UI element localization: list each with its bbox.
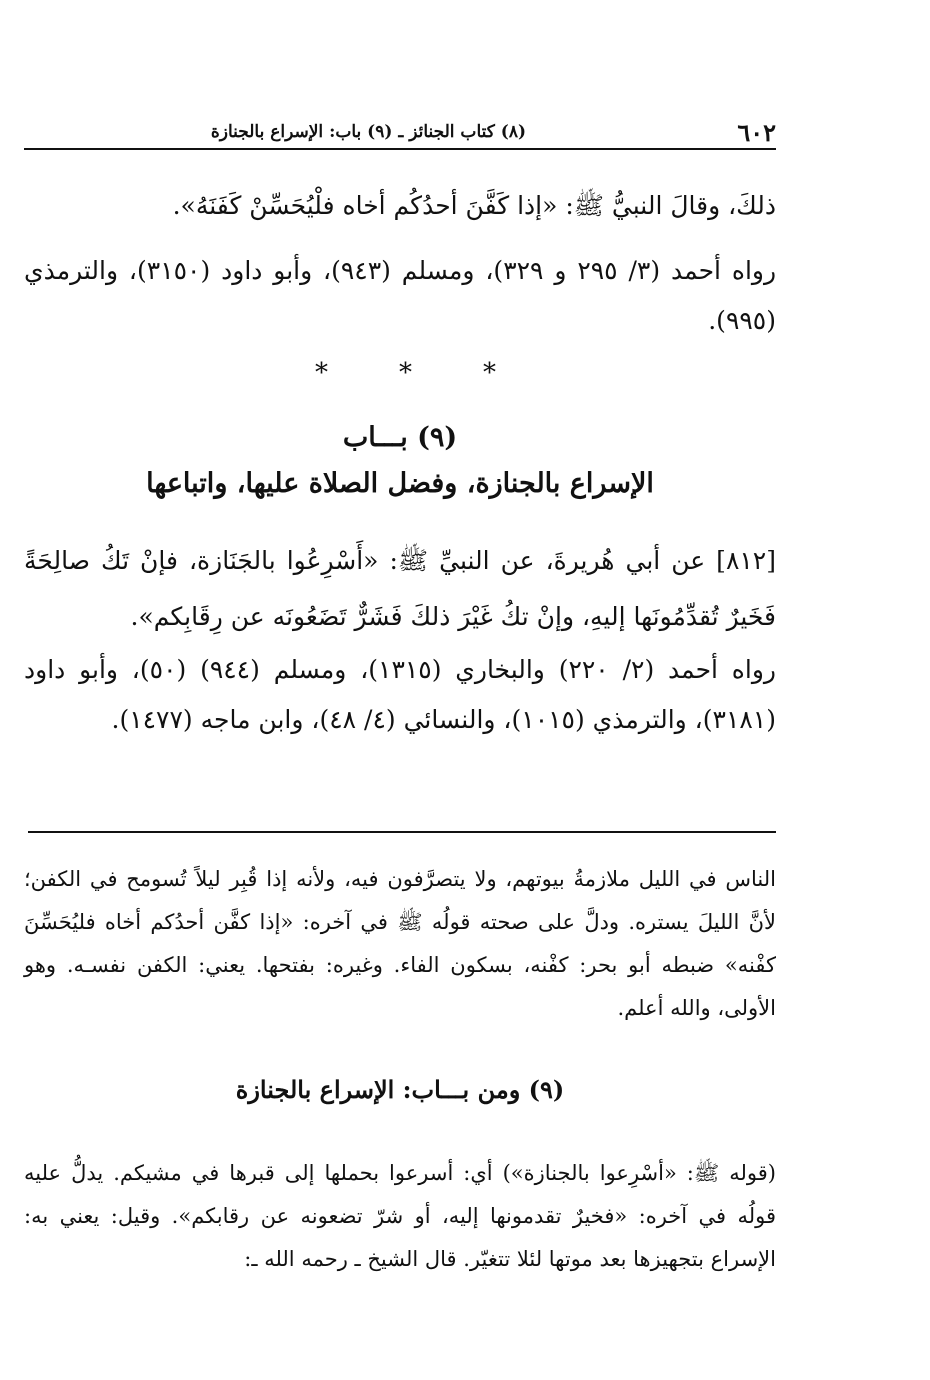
footnote-rule <box>28 831 776 833</box>
separator-star: * <box>399 358 412 388</box>
header-rule <box>24 148 776 150</box>
section-separator <box>24 358 776 388</box>
commentary-section-heading: (٩) ومن بـــاب: الإسراع بالجنازة <box>235 1075 565 1104</box>
chapter-title: الإسراع بالجنازة، وفضل الصلاة عليها، واتباعها <box>146 468 654 499</box>
hadith-text: [٨١٢] عن أبي هُريرةَ، عن النبيِّ ﷺ: «أَسْرِعُوا بالجَنَازة، فإنْ تَكُ صالِحَةً فَخَيرٌ تُقدِّمُونَها إليهِ، وإنْ تكُ غَيْرَ ذلكَ فَشَرٌّ تَضَعُونَه عن رِقَابِكم». <box>24 546 776 631</box>
page-header <box>24 118 776 148</box>
separator-star: * <box>483 358 496 388</box>
book-page <box>24 0 776 1380</box>
commentary-section-text: (قوله ﷺ: «أسْرِعوا بالجنازة») أي: أسرعوا بحملها إلى قبرها في مشيكم. يدلُّ عليه قولُه في آخره: «فخيرٌ تقدمونها إليه، أو شرّ تضعونه عن رقابكم». وقيل: يعني به: الإسراع بتجهيزها بعد موتها لئلا تتغيّر. قال الشيخ ـ رحمه الله ـ: <box>24 1161 776 1271</box>
hadith-source: رواه أحمد (٢/ ٢٢٠) والبخاري (١٣١٥)، ومسلم (٩٤٤) (٥٠)، وأبو داود (٣١٨١)، والترمذي (١٠١٥)، والنسائي (٤/ ٤٨)، وابن ماجه (١٤٧٧). <box>24 655 776 734</box>
commentary-note: الناس في الليل ملازمةُ بيوتهم، ولا يتصرَّفون فيه، ولأنه إذا قُبِر ليلاً تُسومح في الكفن؛ لأنَّ الليلَ يستره. ودلَّ على صحته قولُه ﷺ في آخره: «إذا كفَّن أحدُكم أخاه فليُحَسِّنَ كفْنه» ضبطه أبو بحر: كفْنه، بسكون الفاء. وغيره: بفتحها. يعني: الكفن نفسـه. وهو الأولى، والله أعلم. <box>24 867 776 1020</box>
intro-source: رواه أحمد (٣/ ٢٩٥ و ٣٢٩)، ومسلم (٩٤٣)، وأبو داود (٣١٥٠)، والترمذي (٩٩٥). <box>24 256 777 335</box>
chapter-number: (٩) بـــاب <box>342 422 458 453</box>
separator-star: * <box>315 358 328 388</box>
intro-line: ذلكَ، وقالَ النبيُّ ﷺ: «إذا كَفَّنَ أحدُكُم أخاه فلْيُحَسِّنْ كَفَنَهُ». <box>172 191 776 220</box>
running-title: (٨) كتاب الجنائز ـ (٩) باب: الإسراع بالجنازة <box>210 122 526 142</box>
page-number: ٦٠٢ <box>737 118 776 147</box>
